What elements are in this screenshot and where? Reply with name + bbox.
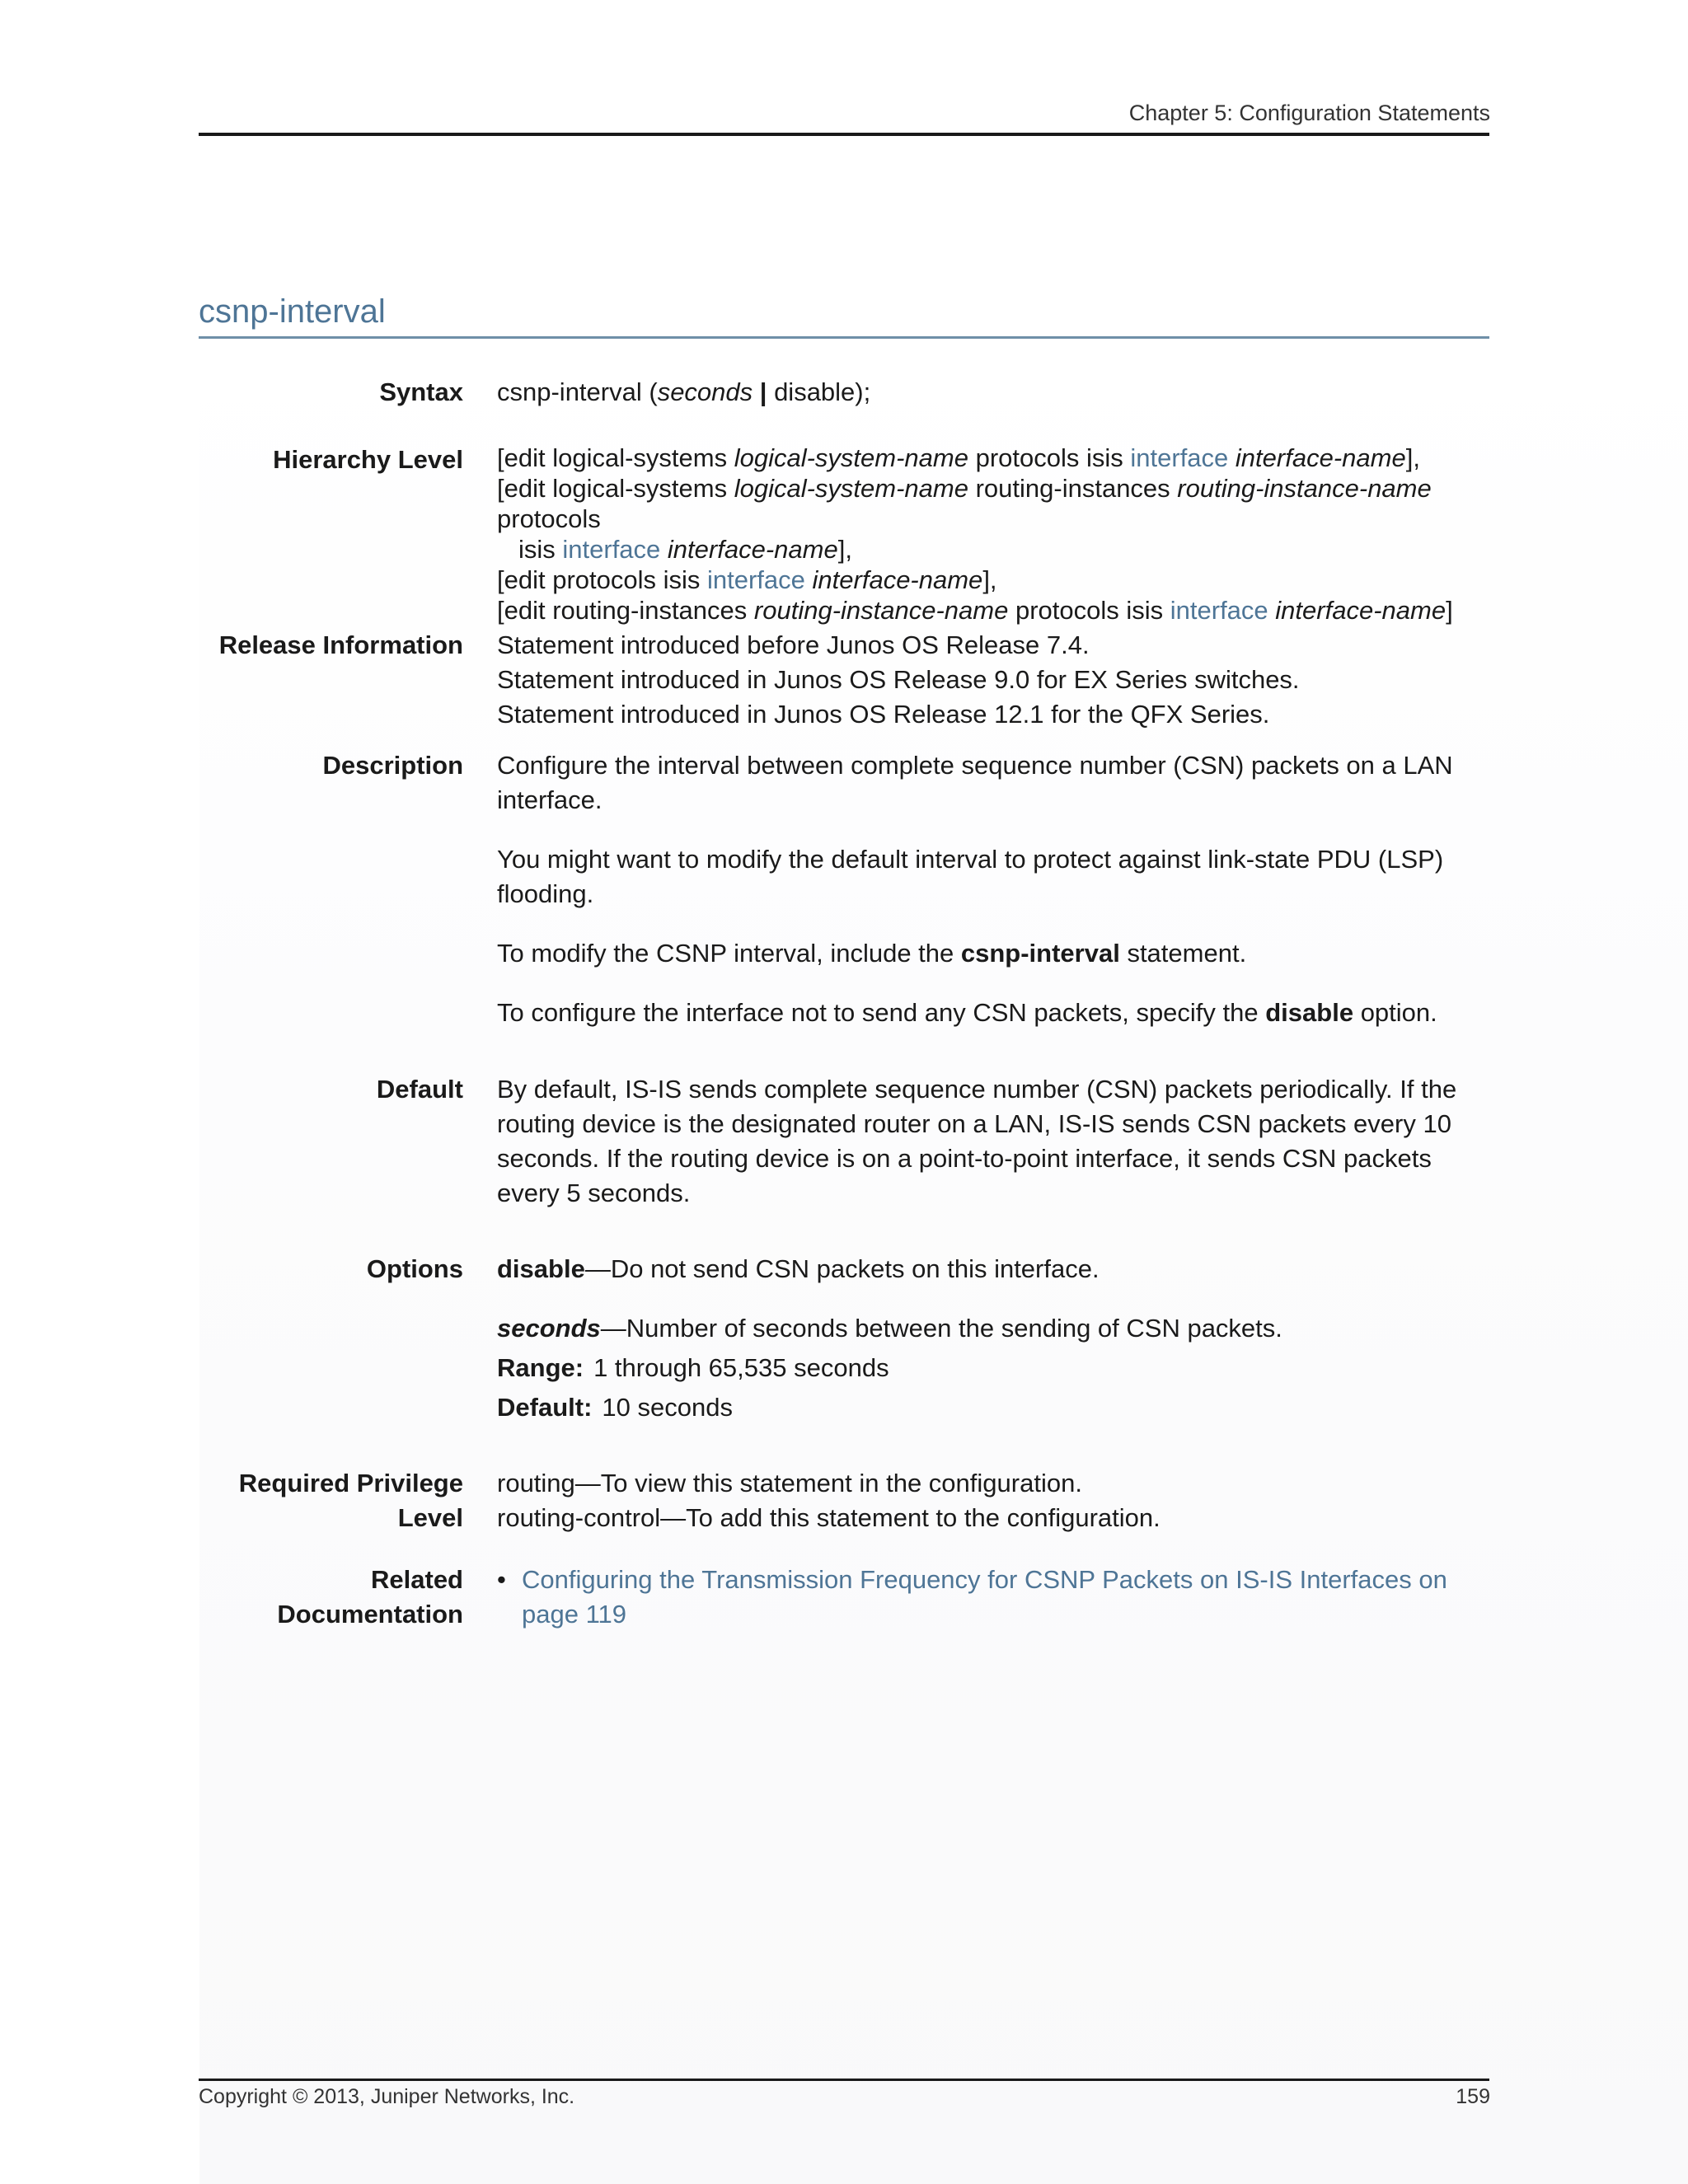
options-label: Options [366,1254,463,1283]
release-text [497,628,1490,732]
related-label: Related Documentation [277,1565,463,1629]
description-paragraph: Configure the interval between complete sequence number (CSN) packets on a LAN interface. [497,751,1453,814]
default-text: By default, IS-IS sends complete sequence number (CSN) packets periodically. If the routing device is the designated router on a LAN, IS-IS sends CSN packets every 10 seconds. If the routing device is on a point-to-point interface, it sends CSN packets every 5 seconds. [497,1075,1457,1207]
description-label: Description [322,751,463,780]
description-paragraph: To modify the CSNP interval, include the csnp-interval statement. [497,939,1247,968]
privilege-line: routing—To view this statement in the configuration. [497,1469,1082,1497]
related-doc-link[interactable]: • Configuring the Transmission Frequency for CSNP Packets on IS-IS Interfaces on page 119 [522,1563,1490,1632]
privilege-label: Required Privilege Level [238,1469,463,1532]
copyright-text: Copyright © 2013, Juniper Networks, Inc. [199,2085,575,2108]
release-line: Statement introduced in Junos OS Release 12.1 for the QFX Series. [497,700,1270,729]
privilege-line: routing-control—To add this statement to the configuration. [497,1503,1160,1532]
syntax-text: csnp-interval (seconds | disable); [497,377,871,406]
page-title: csnp-interval [199,293,386,330]
release-line: Statement introduced in Junos OS Release 9.0 for EX Series switches. [497,665,1300,694]
hierarchy-line: [edit logical-systems logical-system-name routing-instances routing-instance-name protocols [497,474,1432,533]
option-item: seconds—Number of seconds between the sending of CSN packets. [497,1314,1282,1343]
option-range: Range: 1 through 65,535 seconds [497,1353,889,1382]
description-paragraph: To configure the interface not to send any CSN packets, specify the disable option. [497,998,1437,1027]
footer-rule [199,2079,1489,2081]
syntax-label: Syntax [379,377,463,406]
page-number: 159 [1456,2085,1490,2108]
release-label: Release Information [218,630,463,659]
privilege-text [497,1466,1490,1535]
interface-link[interactable]: interface [1170,596,1268,625]
hierarchy-text [497,443,1490,626]
interface-link[interactable]: interface [707,565,805,594]
interface-link[interactable]: interface [562,535,661,564]
hierarchy-line: [edit logical-systems logical-system-name protocols isis interface interface-name], [497,443,1420,472]
description-paragraph: You might want to modify the default interval to protect against link-state PDU (LSP) flooding. [497,845,1444,908]
option-item: disable—Do not send CSN packets on this interface. [497,1254,1100,1283]
description-text [497,748,1490,1030]
hierarchy-line: isis interface interface-name], [518,535,852,564]
option-default: Default: 10 seconds [497,1393,733,1422]
header-rule [199,133,1489,136]
options-text [497,1252,1490,1425]
hierarchy-label: Hierarchy Level [273,445,463,474]
title-rule [199,336,1489,339]
default-label: Default [376,1075,463,1104]
running-header: Chapter 5: Configuration Statements [1128,101,1490,125]
related-list [497,1563,1490,1632]
release-line: Statement introduced before Junos OS Release 7.4. [497,630,1090,659]
hierarchy-line: [edit protocols isis interface interface-name], [497,565,997,594]
hierarchy-line: [edit routing-instances routing-instance-name protocols isis interface interface-name] [497,596,1453,625]
interface-link[interactable]: interface [1130,443,1229,472]
